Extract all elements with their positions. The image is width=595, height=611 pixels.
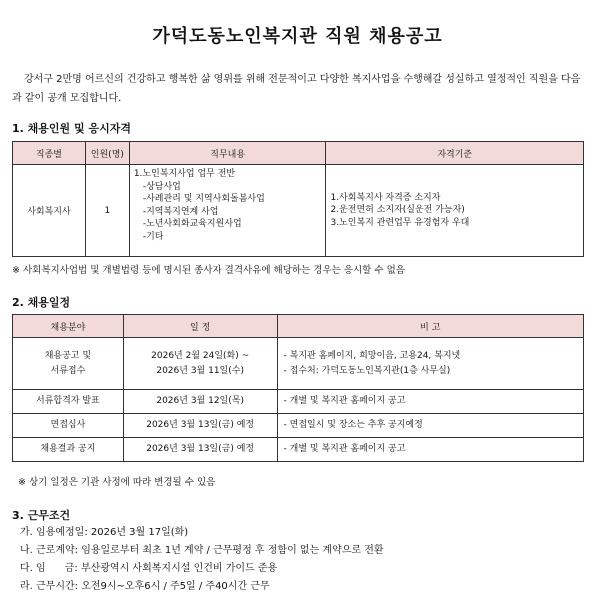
header-field: 채용분야 [13, 315, 124, 338]
intro-paragraph: 강서구 2만명 어르신의 건강하고 행복한 삶 영위를 위해 전문적이고 다양한 복지사업을 수행해갈 성실하고 열정적인 직원을 다음과 같이 공개 모집합니다. [12, 74, 581, 104]
header-quals: 자격기준 [326, 142, 584, 165]
table-header-row [13, 315, 584, 338]
schedule-note: ※ 상기 일정은 기관 사정에 따라 변경될 수 있음 [18, 477, 216, 488]
table-row [13, 338, 584, 390]
qual-line: 2.운전면허 소지자(실운전 가능자) [330, 205, 465, 216]
eligibility-note: ※ 사회복지사업법 및 개별법령 등에 명시된 종사자 결격사유에 해당하는 경우는 응시할 수 없음 [12, 265, 405, 276]
count-cell: 1 [85, 165, 129, 257]
schedule-table [12, 314, 584, 462]
duty-line: -상담사업 [142, 181, 181, 192]
duty-line: 1.노인복지사업 업무 전반 [133, 169, 236, 179]
list-item: 다. 임 금: 부산광역시 사회복지시설 인건비 가이드 준용 [20, 563, 278, 574]
header-remark: 비 고 [277, 315, 583, 338]
schedule-line: 2026년 2월 24일(화) ~ [151, 350, 250, 361]
schedule-line: 2026년 3월 11일(수) [156, 365, 244, 376]
qual-line: 3.노인복지 관련업무 유경험자 우대 [330, 217, 470, 228]
field-cell: 채용결과 공지 [13, 438, 124, 462]
list-item: 가. 임용예정일: 2026년 3월 17일(화) [20, 527, 189, 538]
remark-cell: - 개별 및 복지관 홈페이지 공고 [277, 438, 583, 462]
schedule-cell: 2026년 3월 13일(금) 예정 [123, 414, 277, 438]
schedule-cell: 2026년 3월 13일(금) 예정 [123, 438, 277, 462]
remark-line: - 복지관 홈페이지, 희망이음, 고용24, 복지넷 [283, 350, 461, 361]
section-heading-recruitment: 1. 채용인원 및 응시자격 [12, 122, 131, 135]
duty-line: -사례관리 및 지역사회돌봄사업 [142, 194, 265, 205]
recruitment-table [12, 141, 584, 257]
list-item: 나. 근로계약: 임용일로부터 최초 1년 계약 / 근무평정 후 정함이 없는 계약으로 전환 [20, 545, 384, 556]
field-line: 서류접수 [50, 365, 86, 376]
field-line: 채용공고 및 [44, 350, 92, 361]
schedule-cell: 2026년 3월 12일(목) [123, 390, 277, 414]
section-heading-schedule: 2. 채용일정 [12, 296, 71, 309]
field-cell: 서류합격자 발표 [13, 390, 124, 414]
list-item: 라. 근무시간: 오전9시~오후6시 / 주5일 / 주40시간 근무 [20, 581, 270, 592]
duty-line: -지역복지연계 사업 [142, 206, 219, 217]
header-schedule: 일 정 [123, 315, 277, 338]
table-row [13, 438, 584, 462]
qual-line: 1.사회복지사 자격증 소지자 [330, 192, 441, 203]
quals-cell [326, 165, 584, 257]
remark-cell: - 개별 및 복지관 홈페이지 공고 [277, 390, 583, 414]
duty-line: -기타 [142, 231, 164, 242]
conditions-list [20, 524, 384, 596]
remark-cell [277, 338, 583, 390]
job-cell: 사회복지사 [13, 165, 86, 257]
table-row [13, 414, 584, 438]
header-job: 직종별 [13, 142, 86, 165]
remark-line: - 접수처: 가덕도동노인복지관(1층 사무실) [283, 365, 451, 376]
table-row [13, 390, 584, 414]
remark-cell: - 면접일시 및 장소는 추후 공지예정 [277, 414, 583, 438]
table-header-row [13, 142, 584, 165]
table-row [13, 165, 584, 257]
duties-cell [129, 165, 326, 257]
schedule-cell [123, 338, 277, 390]
header-duties: 직무내용 [129, 142, 326, 165]
duty-line: -노년사회화교육지원사업 [142, 219, 242, 230]
page-title: 가덕도동노인복지관 직원 채용공고 [152, 26, 443, 47]
header-count: 인원(명) [85, 142, 129, 165]
field-cell [13, 338, 124, 390]
section-heading-conditions: 3. 근무조건 [12, 509, 71, 522]
field-cell: 면접심사 [13, 414, 124, 438]
